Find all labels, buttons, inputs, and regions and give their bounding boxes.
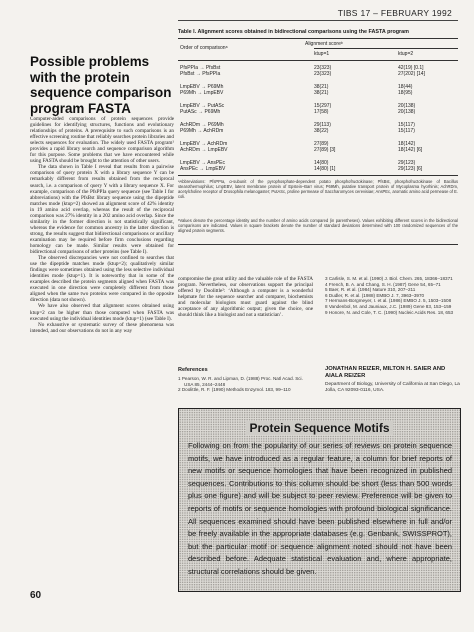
article-title: Possible problems with the protein sequence comparison program FASTA (30, 54, 172, 116)
box-title-text: Protein Sequence Motifs (246, 421, 392, 435)
box-text: Following on from the popularity of our series of reviews on protein sequence motifs, we have introduced as a regular feature, a column for brief reports of new motifs or sequence homologies that have been recognized in published sequences. Contributions to this column should be short (less than 500 words plus one figure) and will be subject to peer review. Preference will be given to reports of motifs or sequence homologies with profound biological significance. All sequences examined should have been published elsewhere in full and/or be freely available in the appropriate databases (e.g. Genbank, SWISSPROT), but the particular motif or sequence alignment noted should not have been described before. Adequate statistical evaluation and, where appropriate, structural correlations should be given. (188, 441, 452, 576)
table-cell: 15(117) (398, 122, 415, 128)
left-column-text (30, 116, 174, 334)
references-list-right (325, 276, 460, 315)
reference-item: 9 Honore, N. and Cole, T. C. (1990) Nucleic Acids Res. 18, 653 (325, 309, 454, 315)
table-cell: LmpEBV → PutASc (180, 103, 225, 109)
box-title (178, 421, 461, 435)
paragraph: No exhaustive or systematic survey of these phenomena was intended, and our observations do not in any way (30, 321, 174, 334)
table-cell: 29(123) [6] (398, 166, 423, 172)
table-cell: 14(80) [1] (314, 166, 336, 172)
middle-column-text (178, 276, 313, 318)
table-cell: 29(113) (314, 122, 331, 128)
table-col-header-order: Order of comparisonᵃ (180, 45, 228, 51)
table-cell: 38(21) (314, 90, 329, 96)
table-col-header-ktup1: ktup=1 (314, 51, 330, 57)
table-cell: 38(21) (314, 84, 329, 90)
paragraph: compromise the great utility and the valuable role of the FASTA program. Nevertheless, our observations support the principal offered by Doolittle²: ‘Although a computer is a wonderful helpmate for the sequence searcher and comparer, biochemists and molecular biologists must guard against the blind acceptance of any algorithmic output; given the choice, one should think like a biologist and not a statistician’. (178, 276, 313, 319)
table-cell: P69Mh → AchRDm (180, 128, 224, 134)
table-cell: 17(58) (314, 109, 329, 115)
table-cell: 20(138) (398, 109, 416, 115)
affiliation: Department of Biology, University of California at San Diego, La Jolla, CA 92093-0116, USA. (325, 382, 460, 393)
table-cell: PutASc → P69Mh (180, 109, 221, 115)
paragraph: We have also observed that alignment scores obtained using ktup=2 can be higher than those computed when FASTA was executed using the individual identities mode (ktup=1) (see Table I). (30, 303, 174, 322)
table-cell: 23(323) (314, 71, 332, 77)
table-cell: 20(138) (398, 103, 416, 109)
reference-item: 5 Baer, R. et al. (1984) Nature 310, 207–211 (325, 287, 416, 293)
table-end-rule (178, 244, 458, 245)
authors: JONATHAN REIZER, MILTON H. SAIER AND AIALA REIZER (325, 366, 446, 379)
table-cell: 14(80) (314, 160, 329, 166)
references-list-left (178, 376, 313, 393)
table-cell: 23(323) (314, 65, 332, 71)
table-cell: PfsPPIa → PfsBst (180, 65, 221, 71)
table-cell: 15(297) (314, 103, 332, 109)
reference-item: 4 French, B. A. and Chang, S. H. (1987) Gene 54, 65–71 (325, 281, 441, 287)
page-number: 60 (30, 590, 42, 601)
table-cell: P69Mh → LmpEBV (180, 90, 224, 96)
table-col-header-ktup2: ktup=2 (398, 51, 414, 57)
table-group-rule (314, 48, 458, 49)
table-cell: AnsPEc → LmpEBV (180, 166, 226, 172)
reference-item: 7 Hermans-Borgmeyer, I. et al. (1986) EMBO J. 5, 1503–1508 (325, 298, 452, 304)
reference-item: 3 Carlisle, S. M. et al. (1990) J. Biol. Chem. 265, 18366–18371 (325, 276, 453, 281)
table-cell: AchRDm → LmpEBV (180, 147, 228, 153)
table-cell: AchRDm → P69Mh (180, 122, 224, 128)
table-cell: LmpEBV → AchRDm (180, 141, 228, 147)
table-cell: 42(19) [0.1] (398, 65, 424, 71)
table-bottom-rule (178, 175, 458, 176)
table-col-group-header: Alignment scoreᵇ (305, 41, 343, 47)
table-cell: 18(142) [6] (398, 147, 423, 153)
table-cell: 29(123) (398, 160, 416, 166)
table-header-rule (178, 60, 458, 61)
table-cell: 18(44) (398, 84, 413, 90)
table-caption: Table I. Alignment scores obtained in bidirectional comparisons using the FASTA program (178, 29, 409, 35)
table-footnote-b: ᵇValues denote the percentage identity and the number of amino acids compared (in parentheses). Values exhibiting different scores in the bidirectional comparisons are indicated. Values in square brackets denote the number of standard deviations determined with 100 randomized sequences of the aligned protein segments. (178, 218, 458, 234)
table-cell: LmpEBV → P69Mh (180, 84, 224, 90)
table-cell: 15(117) (398, 128, 415, 134)
table-cell: LmpEBV → AnsPEc (180, 160, 226, 166)
reference-item: 2 Doolittle, R. F. (1990) Methods Enzymol. 183, 99–110 (178, 387, 291, 393)
table-top-rule (178, 38, 458, 39)
table-cell: 18(95) (398, 90, 413, 96)
header-rule (178, 20, 458, 21)
paragraph: The data shown in Table I reveal that results from a pairwise comparison of query protein X with a library sequence Y can be remarkably different from results obtained from the reciprocal search, i.e. a comparison of query Y with a library sequence X. For example, comparison of the PfsPPIa query sequence (see Table I for abbreviations) with the PfsBst library sequence using the dipeptide matches mode (ktup=2) showed an alignment score of 42% identity in 19 amino acid overlap, whereas the result of the reciprocal comparison was 27% identity in a 202 amino acid overlap. Since the similarity in the former direction is not statistically significant, whereas the evidence for common ancestry in the latter direction is strong, the results suggest that bidirectional comparisons or ancillary examination may be required before firm conclusions regarding homology can be made. Similar results were obtained for bidirectional comparisons of other proteins (see Table I). (30, 164, 174, 256)
table-cell: PfsBst → PfsPPIa (180, 71, 221, 77)
references-heading: References (178, 367, 208, 373)
paragraph: Computer-aided comparisons of protein sequences provide guidelines for identifying structures, functions and evolutionary relationships of proteins. A prerequisite to such comparisons is an effective screening routine that reliably searches protein libraries and selects sequences for evaluation. The widely used FASTA program¹ provides a rapid library search and sequence comparison algorithm for this purpose. Some problems that we have encountered while using FASTA should be brought to the attention of other users. (30, 116, 174, 165)
reference-item: 6 Dudler, R. et al. (1988) EMBO J. 7, 3963–3970 (325, 292, 425, 298)
journal-header: TIBS 17 – FEBRUARY 1992 (337, 8, 452, 18)
paragraph: The observed discrepancies were not confined to searches that use the dipeptide matches mode (ktup=2); qualitatively similar findings were sometimes obtained using the less selective individual identities mode (ktup=1). It is noteworthy that in some of the examples described the protein segments aligned when FASTA was executed in one direction were completely different from those aligned when the same two proteins were compared in the opposite direction (data not shown). (30, 255, 174, 304)
table-cell: 18(142) (398, 141, 416, 147)
reference-item: 1 Pearson, W. R. and Lipman, D. (1988) Proc. Natl Acad. Sci. USA 85, 2444–2448 (178, 376, 303, 387)
table-cell: 27(89) [3] (314, 147, 336, 153)
table-cell: 27(89) (314, 141, 329, 147)
table-cell: 27(202) [14] (398, 71, 425, 77)
table-cell: 38(22) (314, 128, 329, 134)
reference-item: 8 Vandenbol, M. and Jauniaux, J.C. (1989) Gene 83, 153–159 (325, 303, 452, 309)
table-footnote-a: ᵃAbbreviations: PfsPPIa, α-subunit of the pyrophosphate-dependent potato phosphofructokinase; PfsBst, phosphofructokinase of Bacillus stearothermophilus; LmpEBV, latent membrane protein of Epstein–Barr virus; P69Mh, putative transport protein of Mycoplasma hyorhinis; AchRDm, acetylcholine receptor of Drosophila melanogaster; PutASc, proline permease of Saccharomyces cerevisiae; AnsPEc, aromatic amino acid permease of E. coli. (178, 179, 458, 200)
